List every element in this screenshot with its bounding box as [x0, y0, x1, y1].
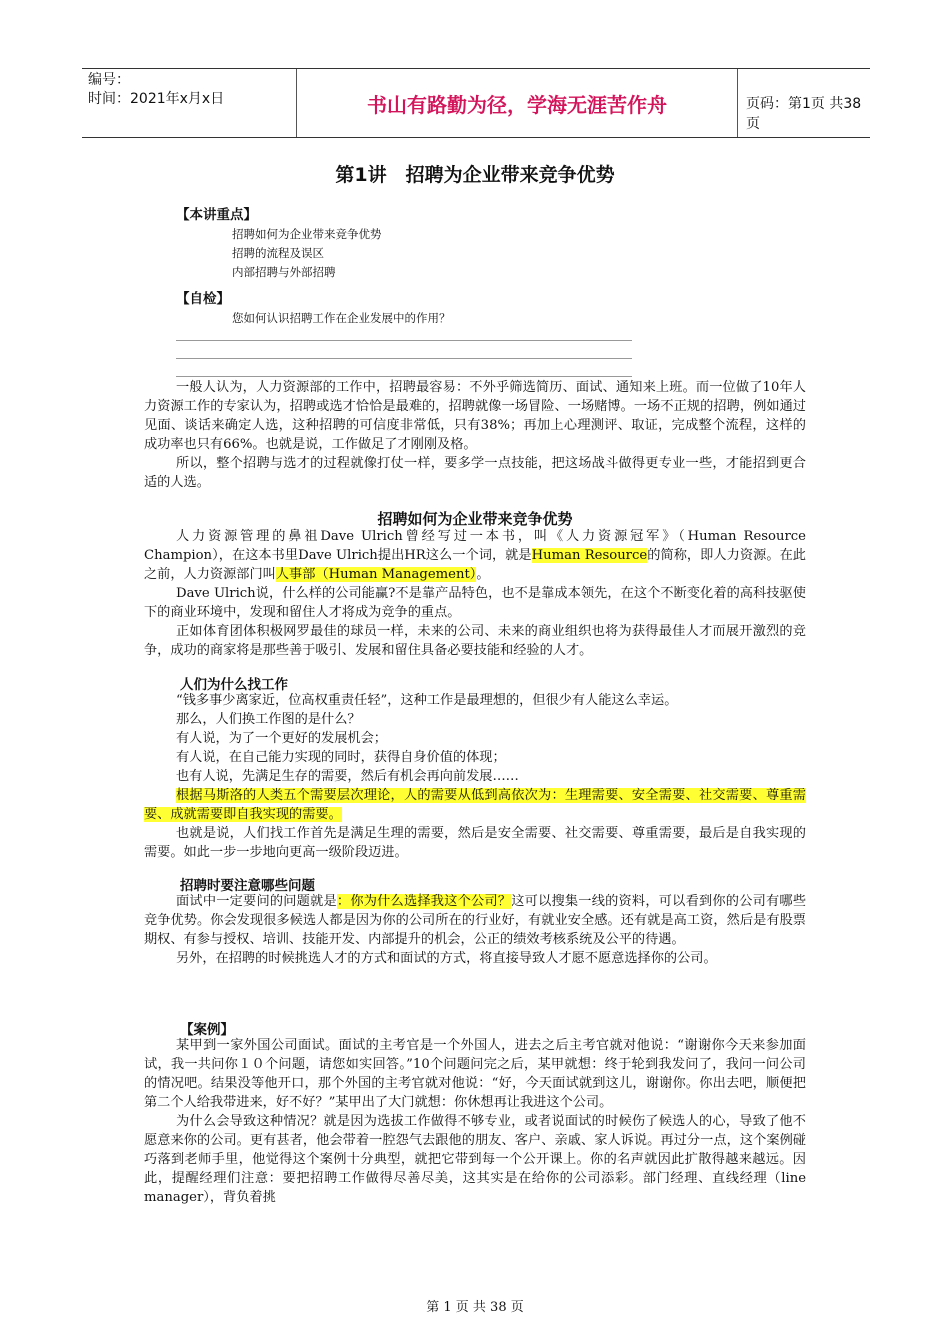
intro-paragraph: 一般人认为，人力资源部的工作中，招聘最容易：不外乎筛选简历、面试、通知来上班。而一位做了10年人力资源工作的专家认为，招聘或选才恰恰是最难的，招聘就像一场冒险、一场赌博。一场不正规的招聘，例如通过见面、谈话来确定人选，这种招聘的可信度非常低，只有38%；再加上心理测评、取证，完成整个流程，这样的成功率也只有66%。也就是说，工作做足了才刚刚及格。	[144, 380, 806, 452]
case-body	[144, 1036, 806, 1207]
subsection-heading: 招聘时要注意哪些问题	[180, 878, 315, 894]
answer-line	[176, 340, 632, 341]
intro-paragraph: 所以，整个招聘与选才的过程就像打仗一样，要多学一点技能，把这场战斗做得更专业一些，才能招到更合适的人选。	[144, 456, 806, 490]
self-check-question: 您如何认识招聘工作在企业发展中的作用？	[232, 311, 451, 325]
section3-body	[144, 892, 806, 968]
highlighted-text: 人事部（Human Management）	[275, 567, 477, 582]
case-label: 【案例】	[180, 1022, 234, 1038]
doc-date-label: 时间：2021年x月x日	[88, 91, 225, 107]
header-motto: 书山有路勤为径，学海无涯苦作舟	[296, 69, 738, 137]
page-title: 第1讲 招聘为企业带来竞争优势	[335, 164, 615, 186]
section2-line: 有人说，在自己能力实现的同时，获得自身价值的体现；	[176, 750, 506, 765]
intro	[144, 378, 806, 492]
section2-line: 也有人说，先满足生存的需要，然后有机会再向前发展……	[176, 769, 519, 784]
section2-line: “钱多事少离家近，位高权重责任轻”，这种工作是最理想的，但很少有人能这么幸运。	[176, 693, 678, 708]
key-points	[176, 206, 382, 282]
section2-line: 有人说，为了一个更好的发展机会；	[176, 731, 387, 746]
subsection-heading: 人们为什么找工作	[180, 677, 288, 693]
highlighted-text: ：你为什么选择我这个公司？	[336, 894, 512, 909]
key-points-item: 招聘如何为企业带来竞争优势	[232, 227, 382, 241]
text-run: 面试中一定要问的问题就是	[176, 894, 337, 909]
answer-line	[176, 376, 632, 377]
key-points-item: 招聘的流程及误区	[232, 246, 324, 260]
key-points-item: 内部招聘与外部招聘	[232, 265, 336, 279]
header-meta	[88, 71, 288, 109]
section-heading: 招聘如何为企业带来竞争优势	[377, 510, 573, 528]
section3-paragraph: 另外，在招聘的时候挑选人才的方式和面试的方式，将直接导致人才愿不愿意选择你的公司。	[176, 951, 717, 966]
section1-paragraph: Dave Ulrich说，什么样的公司能赢?不是靠产品特色，也不是靠成本领先，在这个不断变化着的高科技驱使下的商业环境中，发现和留住人才将成为竞争的重点。	[144, 586, 806, 620]
section2-body	[144, 691, 806, 862]
text-run: 。	[476, 567, 490, 582]
section2-line: 那么，人们换工作图的是什么？	[176, 712, 361, 727]
highlighted-text: Human Resource	[531, 548, 648, 563]
maslow-paragraph	[144, 786, 806, 824]
case-paragraph: 某甲到一家外国公司面试。面试的主考官是一个外国人，进去之后主考官就对他说：“谢谢你今天来参加面试，我一共问你１０个问题，请您如实回答。”10个问题问完之后，某甲就想：终于轮到我发问了，我问一问公司的情况吧。结果没等他开口，那个外国的主考官就对他说：“好，今天面试就到这儿，谢谢你。你出去吧，顺便把第二个人给我带进来，好不好？”某甲出了大门就想：你休想再让我进这个公司。	[144, 1038, 806, 1110]
page-footer: 第 1 页 共 38 页	[426, 1300, 524, 1315]
text-run: 这可以搜集一线的资料，可以看到你的公司有哪些竞争优势。你会发现很多候选人都是因为你的公司所在的行业好，有就业安全感。还有就是高工资，然后是有股票期权、有参与授权、培训、技能开发、内部提升的机会，公正的绩效考核系统及公平的待遇。	[144, 894, 807, 947]
highlighted-text: 根据马斯洛的人类五个需要层次理论，人的需要从低到高依次为：生理需要、安全需要、社交需要、尊重需要、成就需要即自我实现的需要。	[144, 788, 806, 822]
self-check	[176, 290, 451, 328]
page-header	[82, 68, 870, 138]
section2-paragraph: 也就是说，人们找工作首先是满足生理的需要，然后是安全需要、社交需要、尊重需要，最后是自我实现的需要。如此一步一步地向更高一级阶段迈进。	[144, 826, 806, 860]
header-page-info: 页码：第1页 共38页	[746, 96, 862, 132]
self-check-label: 【自检】	[176, 291, 230, 307]
section1-paragraph: 正如体育团体积极网罗最佳的球员一样，未来的公司、未来的商业组织也将为获得最佳人才而展开激烈的竞争，成功的商家将是那些善于吸引、发展和留住具备必要技能和经验的人才。	[144, 624, 806, 658]
section1-paragraph	[144, 527, 806, 584]
text-run: 人力资源管理的鼻祖Dave Ulrich曾经写过一本书，叫《人力资源冠军》（Human Resource Champion），在这本书里Dave Ulrich提出HR这么一个词，就是	[144, 529, 806, 563]
case-paragraph: 为什么会导致这种情况？就是因为选拔工作做得不够专业，或者说面试的时候伤了候选人的心，导致了他不愿意来你的公司。更有甚者，他会带着一腔怨气去跟他的朋友、客户、亲戚、家人诉说。再过分一点，这个案例碰巧落到老师手里，他觉得这个案例十分典型，就把它带到每一个公开课上。你的名声就因此扩散得越来越远。因此，提醒经理们注意：要把招聘工作做得尽善尽美，这其实是在给你的公司添彩。部门经理、直线经理（line manager），背负着挑	[144, 1114, 806, 1205]
text-run: 的简称，即人力资源。在此之前，人力资源部门叫	[144, 548, 806, 582]
doc-number-label: 编号：	[88, 72, 130, 88]
answer-line	[176, 358, 632, 359]
section1-body	[144, 527, 806, 660]
section3-paragraph	[144, 892, 806, 949]
key-points-label: 【本讲重点】	[176, 207, 257, 223]
